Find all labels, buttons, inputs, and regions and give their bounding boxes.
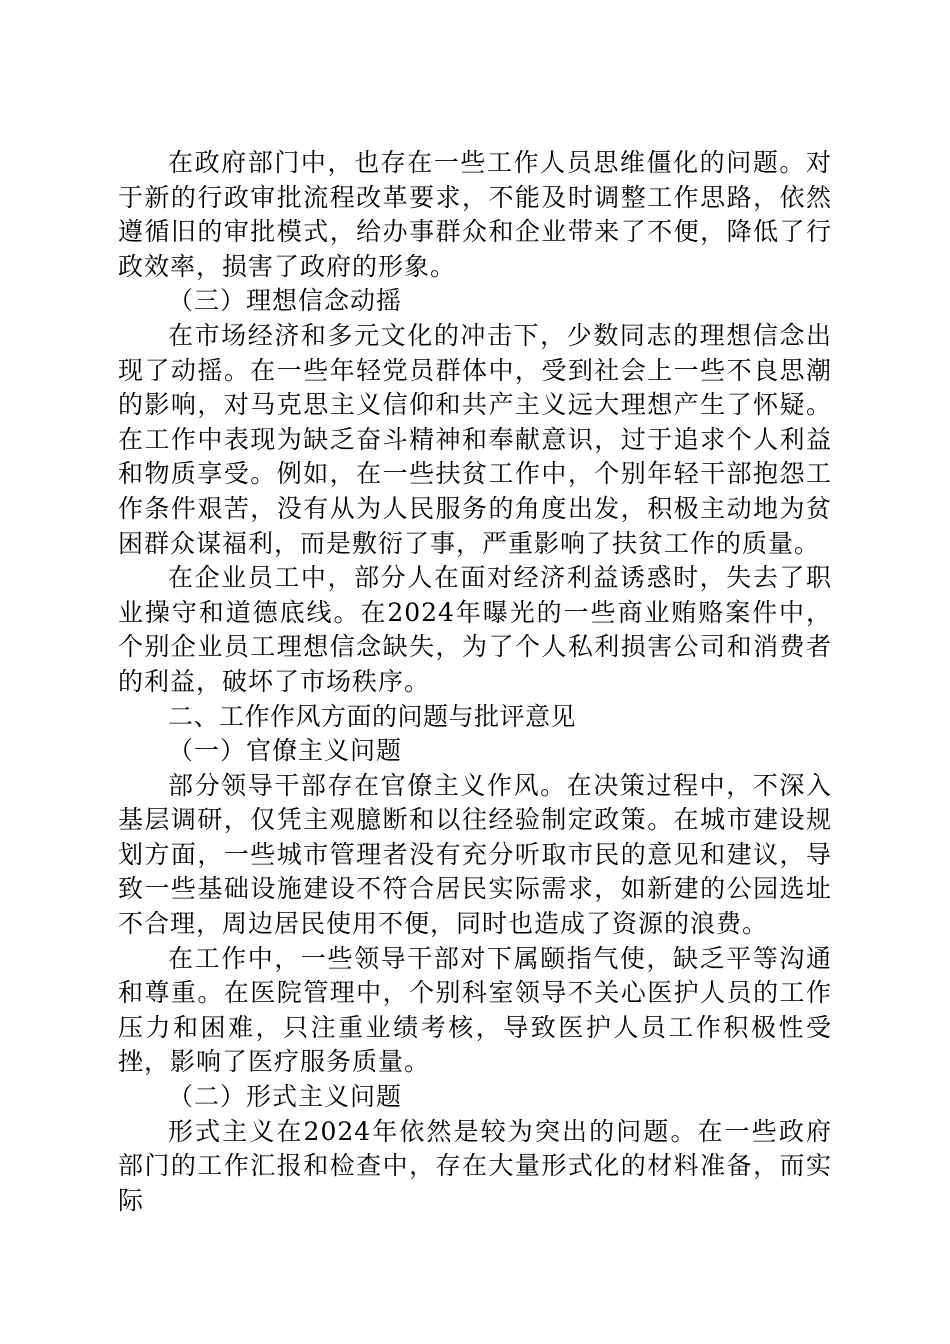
paragraph-leadership-attitude: 在工作中，一些领导干部对下属颐指气使，缺乏平等沟通和尊重。在医院管理中，个别科室领导不关心医护人员的工作压力和困难，只注重业绩考核，导致医护人员工作积极性受挫，影响了医疗服务质量。	[118, 943, 832, 1077]
subheading-ideals-wavering: （三）理想信念动摇	[168, 286, 403, 316]
paragraph-bureaucratism: 部分领导干部存在官僚主义作风。在决策过程中，不深入基层调研，仅凭主观臆断和以往经验制定政策。在城市建设规划方面，一些城市管理者没有充分听取市民的意见和建议，导致一些基础设施建设不符合居民实际需求，如新建的公园选址不合理，周边居民使用不便，同时也造成了资源的浪费。	[118, 770, 832, 939]
paragraph-enterprise-staff: 在企业员工中，部分人在面对经济利益诱惑时，失去了职业操守和道德底线。在2024年曝光的一些商业贿赂案件中，个别企业员工理想信念缺失，为了个人私利损害公司和消费者的利益，破坏了市场秩序。	[118, 563, 832, 696]
section-heading-work-style: 二、工作作风方面的问题与批评意见	[168, 701, 577, 731]
subheading-bureaucratism: （一）官僚主义问题	[168, 736, 403, 766]
paragraph-ideals-wavering: 在市场经济和多元文化的冲击下，少数同志的理想信念出现了动摇。在一些年轻党员群体中，受到社会上一些不良思潮的影响，对马克思主义信仰和共产主义远大理想产生了怀疑。在工作中表现为缺乏奋斗精神和奉献意识，过于追求个人利益和物质享受。例如，在一些扶贫工作中，个别年轻干部抱怨工作条件艰苦，没有从为人民服务的角度出发，积极主动地为贫困群众谋福利，而是敷衍了事，严重影响了扶贫工作的质量。	[118, 320, 832, 558]
document-page	[118, 146, 832, 1218]
paragraph-rigid-thinking: 在政府部门中，也存在一些工作人员思维僵化的问题。对于新的行政审批流程改革要求，不能及时调整工作思路，依然遵循旧的审批模式，给办事群众和企业带来了不便，降低了行政效率，损害了政府的形象。	[118, 148, 832, 281]
paragraph-formalism: 形式主义在2024年依然是较为突出的问题。在一些政府部门的工作汇报和检查中，存在大量形式化的材料准备，而实际	[118, 1116, 832, 1215]
subheading-formalism: （二）形式主义问题	[168, 1082, 403, 1112]
